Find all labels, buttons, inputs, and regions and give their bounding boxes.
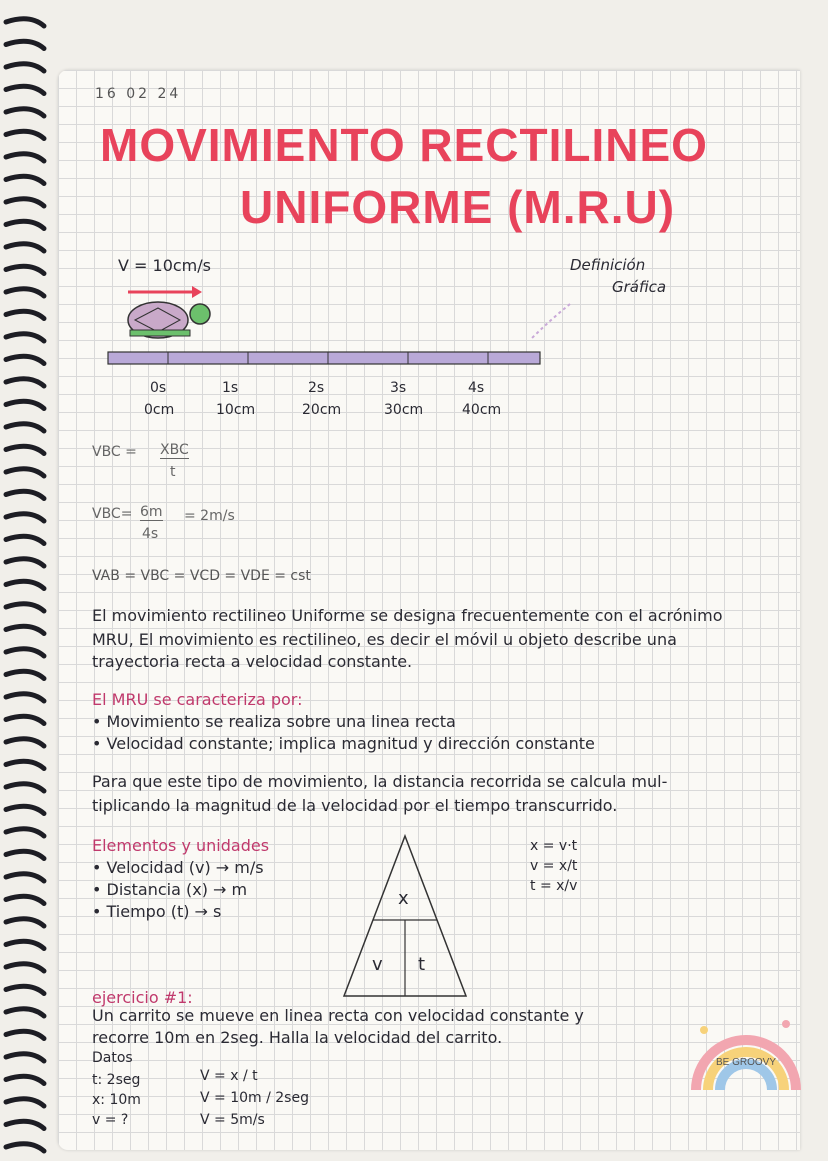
spiral-ring [6,401,44,408]
element-item: • Distancia (x) → m [92,880,248,899]
vbc2-denominator: 4s [142,526,159,542]
track [108,352,540,364]
vbc-lhs: VBC = [92,444,137,460]
side-note-line-1: Definición [570,256,646,274]
side-note-line-2: Gráfica [612,278,667,296]
spiral-ring [6,851,44,858]
characteristic-item: • Movimiento se realiza sobre una linea recta [92,712,456,731]
spiral-ring [6,64,44,71]
spiral-ring [6,671,44,678]
spiral-ring [6,604,44,611]
spiral-ring [6,896,44,903]
solution-step: V = 5m/s [200,1112,265,1128]
triangle-right-label: t [418,954,426,975]
equation: x = v·t [530,838,578,854]
paragraph2-line2: tiplicando la magnitud de la velocidad por el tiempo transcurrido. [92,796,618,815]
spiral-ring [6,1031,44,1038]
sticker-text: BE GROOVY [715,1057,777,1068]
spiral-ring [6,649,44,656]
exercise-line1: Un carrito se mueve en linea recta con velocidad constante y [92,1006,584,1025]
spiral-ring [6,86,44,93]
date: 16 02 24 [95,86,182,102]
arrow-head-icon [192,286,202,298]
tick-time: 3s [390,380,407,396]
title-line-1: MOVIMIENTO RECTILINEO [100,119,708,171]
spiral-ring [6,829,44,836]
exercise-heading: ejercicio #1: [92,988,193,1007]
formula-triangle [340,832,470,1002]
spiral-ring [6,154,44,161]
spiral-ring [6,289,44,296]
vbc2-numerator: 6m [140,504,163,520]
solution-step: V = x / t [200,1068,258,1084]
vbc-numerator: XBC [160,442,189,458]
datos-item: x: 10m [92,1092,141,1108]
tick-time: 0s [150,380,167,396]
spiral-ring [6,1144,44,1151]
tick-time: 1s [222,380,239,396]
spiral-ring [6,311,44,318]
spiral-ring [6,514,44,521]
spiral-ring [6,761,44,768]
spiral-ring [6,469,44,476]
spiral-ring [6,1099,44,1106]
spiral-ring [6,716,44,723]
paragraph1-line3: trayectoria recta a velocidad constante. [92,652,413,671]
velocity-label: V = 10cm/s [118,256,211,275]
spiral-ring [6,199,44,206]
spiral-ring [6,41,44,48]
element-item: • Velocidad (v) → m/s [92,858,264,877]
spiral-ring [6,1054,44,1061]
datos-item: v = ? [92,1112,129,1128]
spiral-ring [6,446,44,453]
characteristics-heading: El MRU se caracteriza por: [92,690,303,709]
equation: v = x/t [530,858,578,874]
triangle-left-label: v [372,954,383,975]
velocity-equality: VAB = VBC = VCD = VDE = cst [92,568,311,584]
spiral-ring [6,694,44,701]
spiral-ring [6,109,44,116]
elements-heading: Elementos y unidades [92,836,270,855]
triangle-top-label: x [398,888,409,909]
spiral-ring [6,784,44,791]
paragraph1-line2: MRU, El movimiento es rectilineo, es decir el móvil u objeto describe una [92,630,677,649]
datos-item: t: 2seg [92,1072,141,1088]
spiral-ring [6,1121,44,1128]
spiral-ring [6,131,44,138]
tick-distance: 20cm [302,402,342,418]
spiral-ring [6,379,44,386]
spiral-ring [6,244,44,251]
spiral-ring [6,221,44,228]
spiral-ring [6,491,44,498]
spiral-ring [6,536,44,543]
spiral-ring [6,176,44,183]
motion-diagram [100,280,560,370]
vbc-denominator: t [170,464,176,480]
tick-distance: 30cm [384,402,424,418]
tick-distance: 40cm [462,402,502,418]
characteristic-item: • Velocidad constante; implica magnitud y dirección constante [92,734,595,753]
paragraph1-line1: El movimiento rectilineo Uniforme se designa frecuentemente con el acrónimo [92,606,723,625]
spiral-ring [6,806,44,813]
rainbow-sticker [686,1010,806,1100]
tick-distance: 10cm [216,402,256,418]
tick-time: 2s [308,380,325,396]
tick-distance: 0cm [144,402,175,418]
dotted-arrow [520,300,580,350]
spiral-ring [6,559,44,566]
vbc2-result: = 2m/s [184,508,235,524]
exercise-line2: recorre 10m en 2seg. Halla la velocidad del carrito. [92,1028,503,1047]
spiral-ring [6,1076,44,1083]
spiral-ring [6,941,44,948]
spiral-binding [0,0,60,1161]
spiral-ring [6,581,44,588]
spiral-ring [6,356,44,363]
vbc2-lhs: VBC= [92,506,133,522]
spiral-ring [6,626,44,633]
spiral-ring [6,919,44,926]
spiral-ring [6,1009,44,1016]
paragraph2-line1: Para que este tipo de movimiento, la distancia recorrida se calcula mul- [92,772,668,791]
spiral-ring [6,424,44,431]
spiral-ring [6,334,44,341]
equation: t = x/v [530,878,578,894]
element-item: • Tiempo (t) → s [92,902,222,921]
spiral-ring [6,874,44,881]
tick-time: 4s [468,380,485,396]
title-line-2: UNIFORME (M.R.U) [240,181,676,233]
spiral-ring [6,19,44,26]
datos-label: Datos [92,1050,133,1066]
spiral-ring [6,739,44,746]
spiral-ring [6,986,44,993]
turtle-icon [128,302,210,338]
spiral-ring [6,266,44,273]
spiral-ring [6,964,44,971]
solution-step: V = 10m / 2seg [200,1090,309,1106]
